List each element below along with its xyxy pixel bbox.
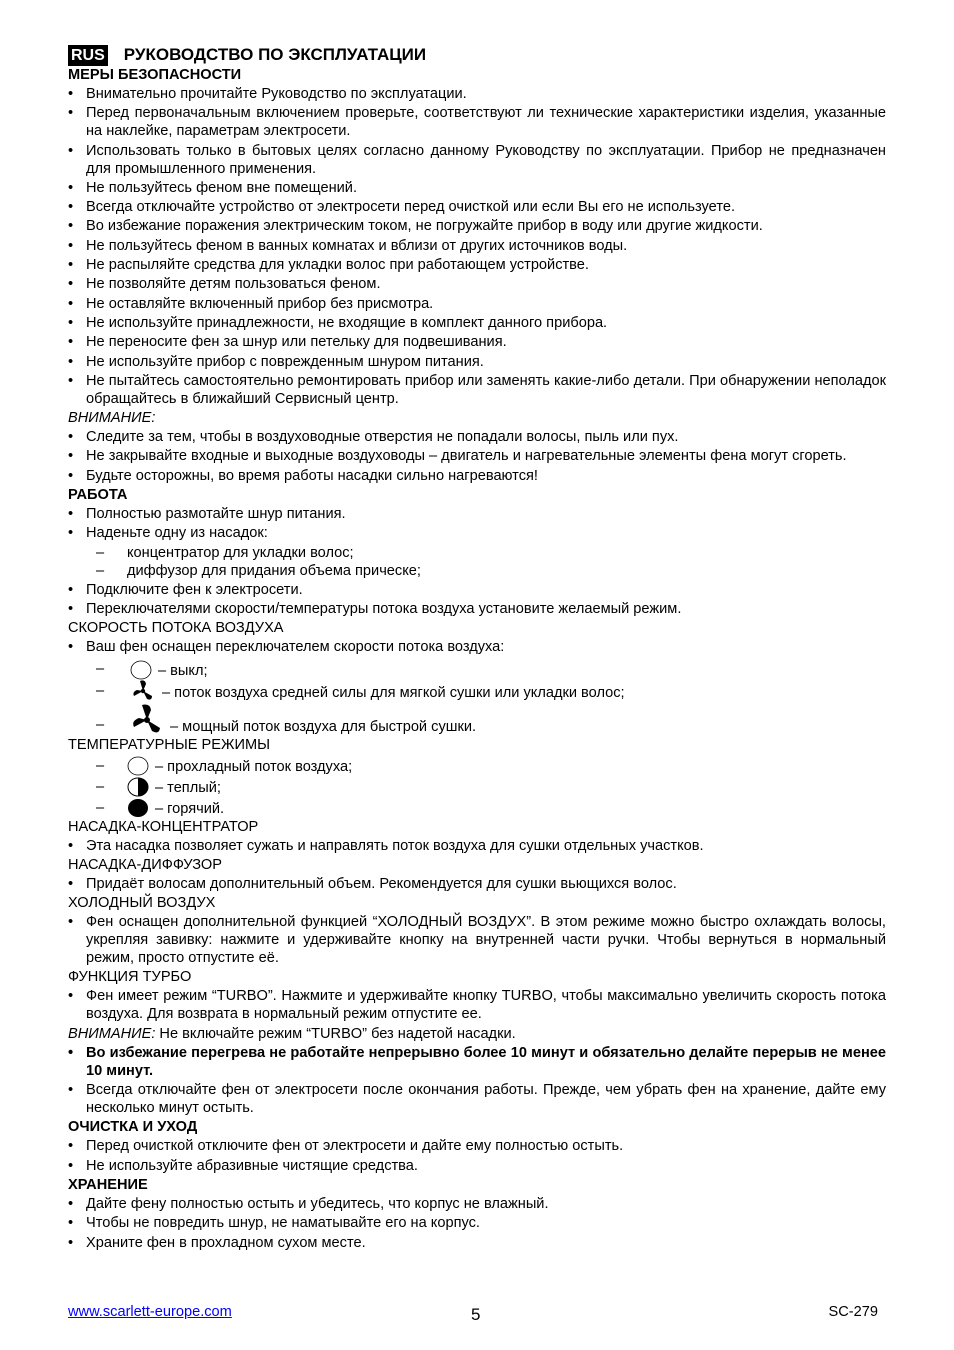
page-title: РУКОВОДСТВО ПО ЭКСПЛУАТАЦИИ <box>123 45 427 64</box>
page-footer <box>68 1304 886 1324</box>
airflow-mode-medium: – – поток воздуха средней силы для мягкой сушки или укладки волос; <box>68 680 886 702</box>
attention-label: ВНИМАНИЕ: <box>68 1025 156 1042</box>
large-fan-icon <box>130 704 164 736</box>
empty-circle-icon <box>130 660 152 680</box>
filled-circle-icon <box>127 798 149 818</box>
empty-circle-icon <box>127 756 149 776</box>
list-item: • Переключателями скорости/температуры потока воздуха установите желаемый режим. <box>68 600 886 618</box>
temperature-mode-cool: – – прохладный поток воздуха; <box>96 757 353 775</box>
title-row <box>68 44 886 66</box>
airflow-heading: СКОРОСТЬ ПОТОКА ВОЗДУХА <box>68 620 284 637</box>
list-item: • Полностью размотайте шнур питания. <box>68 505 886 523</box>
list-item: • Перед первоначальным включением проверьте, соответствуют ли технические характеристики изделия, указанные на наклейке, параметрам электросети. <box>68 104 886 140</box>
list-item: • Дайте фену полностью остыть и убедитесь, что корпус не влажный. <box>68 1195 886 1213</box>
temperature-heading: ТЕМПЕРАТУРНЫЕ РЕЖИМЫ <box>68 736 271 753</box>
language-badge: RUS <box>68 45 108 66</box>
temperature-mode-text: – прохладный поток воздуха; <box>155 758 353 775</box>
overheat-warning: • Во избежание перегрева не работайте непрерывно более 10 минут и обязательно делайте перерыв не менее 10 минут. <box>68 1044 886 1080</box>
safety-heading: МЕРЫ БЕЗОПАСНОСТИ <box>68 67 242 83</box>
model-number: SC-279 <box>828 1304 878 1320</box>
turbo-attention <box>68 1025 886 1044</box>
list-item: • Ваш фен оснащен переключателем скорости потока воздуха: <box>68 638 886 656</box>
diffuser-heading: НАСАДКА-ДИФФУЗОР <box>68 856 222 873</box>
turbo-heading: ФУНКЦИЯ ТУРБО <box>68 969 192 986</box>
sub-item-text: диффузор для придания объема прическе; <box>127 563 421 580</box>
attention-list <box>68 428 886 485</box>
list-item: • Подключите фен к электросети. <box>68 581 886 599</box>
list-item: • Не пользуйтесь феном вне помещений. <box>68 179 886 197</box>
sub-item: – диффузор для придания объема прическе; <box>96 563 421 580</box>
turbo-warning-list <box>68 1044 886 1117</box>
small-fan-icon <box>130 680 156 702</box>
list-item: • Фен оснащен дополнительной функцией “ХОЛОДНЫЙ ВОЗДУХ”. В этом режиме можно быстро охлаждать волосы, укрепляя завивку: нажмите и удерживайте кнопку на внутренней части ручки. Чтобы вернуться в нормальный режим, просто отпустите её. <box>68 913 886 967</box>
attention-label: ВНИМАНИЕ: <box>68 410 156 427</box>
airflow-mode-text: – выкл; <box>158 662 208 679</box>
list-item: • Не используйте прибор с поврежденным шнуром питания. <box>68 353 886 371</box>
cool-air-list <box>68 913 886 967</box>
list-item: • Перед очисткой отключите фен от электросети и дайте ему полностью остыть. <box>68 1137 886 1155</box>
list-item: • Внимательно прочитайте Руководство по эксплуатации. <box>68 85 886 103</box>
operation-list-2 <box>68 581 886 618</box>
list-item: • Придаёт волосам дополнительный объем. Рекомендуется для сушки вьющихся волос. <box>68 875 886 893</box>
list-item: • Следите за тем, чтобы в воздуховодные отверстия не попадали волосы, пыль или пух. <box>68 428 886 446</box>
list-item: • Не позволяйте детям пользоваться феном. <box>68 275 886 293</box>
list-item: • Не оставляйте включенный прибор без присмотра. <box>68 295 886 313</box>
half-circle-icon <box>127 777 149 797</box>
list-item: • Чтобы не повредить шнур, не наматывайте его на корпус. <box>68 1214 886 1232</box>
list-item: • Не переносите фен за шнур или петельку для подвешивания. <box>68 333 886 351</box>
list-item: • Всегда отключайте устройство от электросети перед очисткой или если Вы его не используете. <box>68 198 886 216</box>
temperature-mode-hot: – – горячий. <box>96 799 225 817</box>
sub-item-text: концентратор для укладки волос; <box>127 544 354 561</box>
list-item: • Всегда отключайте фен от электросети после окончания работы. Прежде, чем убрать фен на хранение, дайте ему несколько минут остыть. <box>68 1081 886 1117</box>
airflow-mode-text: – мощный поток воздуха для быстрой сушки. <box>170 718 477 735</box>
list-item: • Не используйте принадлежности, не входящие в комплект данного прибора. <box>68 314 886 332</box>
temperature-mode-warm: – – теплый; <box>96 778 221 796</box>
cleaning-list <box>68 1137 886 1174</box>
temperature-mode-text: – горячий. <box>155 800 225 817</box>
airflow-mode-high: – – мощный поток воздуха для быстрой сушки. <box>68 702 886 736</box>
airflow-mode-text: – поток воздуха средней силы для мягкой сушки или укладки волос; <box>162 684 625 701</box>
airflow-mode-off: – – выкл; <box>96 660 208 679</box>
list-item: • Наденьте одну из насадок: <box>68 524 886 542</box>
list-item: • Использовать только в бытовых целях согласно данному Руководству по эксплуатации. Прибор не предназначен для промышленного применения. <box>68 142 886 178</box>
website-link[interactable]: www.scarlett-europe.com <box>68 1304 232 1320</box>
attention-text: Не включайте режим “TURBO” без надетой насадки. <box>155 1025 516 1042</box>
concentrator-list <box>68 837 886 855</box>
concentrator-heading: НАСАДКА-КОНЦЕНТРАТОР <box>68 818 259 835</box>
manual-page <box>68 44 886 1253</box>
airflow-list <box>68 638 886 656</box>
diffuser-list <box>68 875 886 893</box>
page-number: 5 <box>471 1305 481 1324</box>
list-item: • Не пытайтесь самостоятельно ремонтировать прибор или заменять какие-либо детали. При обнаружении неполадок обращайтесь в ближайший Сервисный центр. <box>68 372 886 408</box>
list-item: • Эта насадка позволяет сужать и направлять поток воздуха для сушки отдельных участков. <box>68 837 886 855</box>
sub-item: – концентратор для укладки волос; <box>96 544 354 561</box>
turbo-list <box>68 987 886 1023</box>
list-item: • Не закрывайте входные и выходные воздуховоды – двигатель и нагревательные элементы фена могут сгореть. <box>68 447 886 465</box>
storage-heading: ХРАНЕНИЕ <box>68 1176 148 1193</box>
cool-air-heading: ХОЛОДНЫЙ ВОЗДУХ <box>68 895 216 912</box>
operation-heading: РАБОТА <box>68 487 128 504</box>
storage-list <box>68 1195 886 1252</box>
cleaning-heading: ОЧИСТКА И УХОД <box>68 1119 198 1136</box>
list-item: • Не используйте абразивные чистящие средства. <box>68 1157 886 1175</box>
list-item: • Не пользуйтесь феном в ванных комнатах и вблизи от других источников воды. <box>68 237 886 255</box>
list-item: • Храните фен в прохладном сухом месте. <box>68 1234 886 1252</box>
operation-list <box>68 505 886 542</box>
safety-list <box>68 85 886 408</box>
list-item: • Будьте осторожны, во время работы насадки сильно нагреваются! <box>68 467 886 485</box>
temperature-mode-text: – теплый; <box>155 779 221 796</box>
list-item: • Фен имеет режим “TURBO”. Нажмите и удерживайте кнопку TURBO, чтобы максимально увеличить скорость потока воздуха. Для возврата в нормальный режим отпустите ее. <box>68 987 886 1023</box>
list-item: • Не распыляйте средства для укладки волос при работающем устройстве. <box>68 256 886 274</box>
list-item: • Во избежание поражения электрическим током, не погружайте прибор в воду или другие жидкости. <box>68 217 886 235</box>
